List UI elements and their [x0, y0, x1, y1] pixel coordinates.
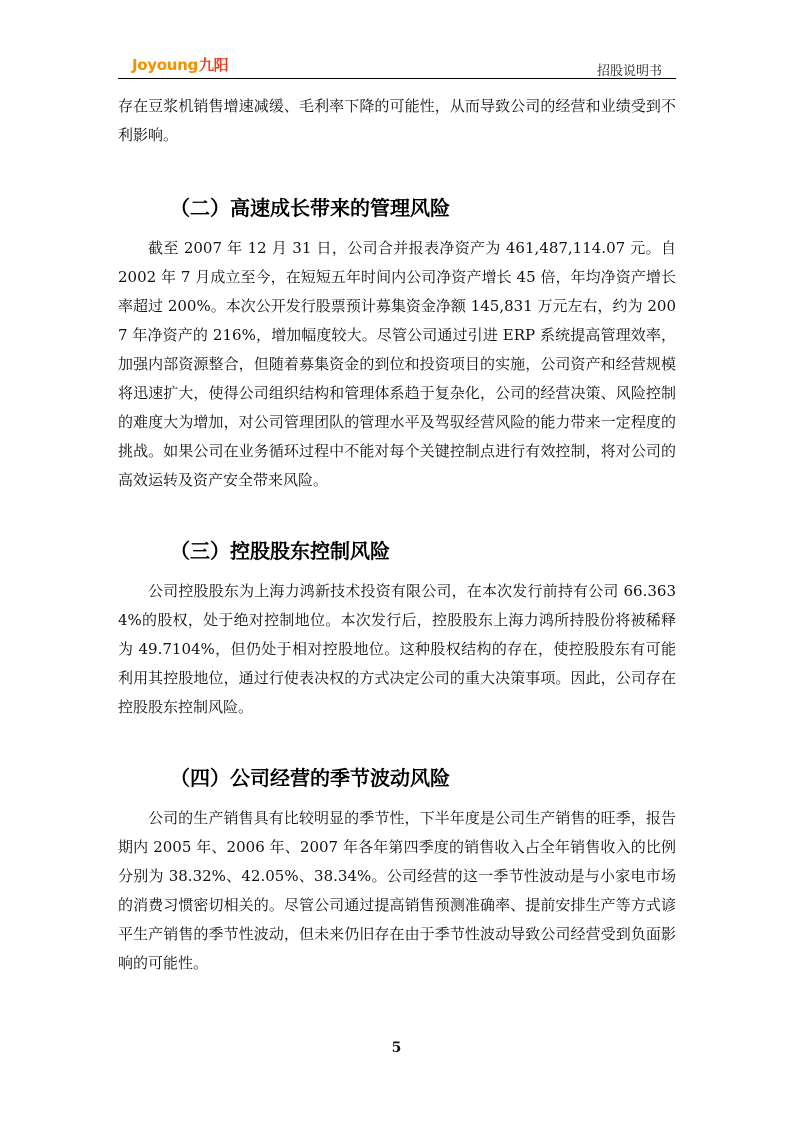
section-title-seasonal-risk: （四）公司经营的季节波动风险	[170, 766, 450, 790]
page-number: 5	[391, 1040, 402, 1056]
intro-paragraph: 存在豆浆机销售增速减缓、毛利率下降的可能性，从而导致公司的经营和业绩受到不利影响。	[118, 97, 676, 144]
section-body-controlling-shareholder-risk: 公司控股股东为上海力鸿新技术投资有限公司，在本次发行前持有公司 66.3634%的股权，处于绝对控制地位。本次发行后，控股股东上海力鸿所持股份将被稀释为 49.7104%，但仍处于相对控股地位。这种股权结构的存在，使控股股东有可能利用其控股地位，通过行使表决权的方式决定公司的重大决策事项。因此，公司存在控股股东控制风险。	[118, 582, 676, 716]
logo-cn-text: 九阳	[198, 56, 229, 74]
document-title: 招股说明书	[596, 64, 662, 79]
joyoung-logo	[132, 54, 228, 75]
header-divider	[118, 78, 676, 79]
section-body-seasonal-risk: 公司的生产销售具有比较明显的季节性，下半年度是公司生产销售的旺季，报告期内 2005 年、2006 年、2007 年各年第四季度的销售收入占全年销售收入的比例分别为 38.32%、42.05%、38.34%。公司经营的这一季节性波动是与小家电市场的消费习惯密切相关的。尽管公司通过提高销售预测准确率、提前安排生产等方式谚平生产销售的季节性波动，但未来仍旧存在由于季节性波动导致公司经营受到负面影响的可能性。	[118, 809, 676, 972]
page-content	[118, 92, 676, 978]
section-title-management-risk: （二）高速成长带来的管理风险	[170, 196, 450, 220]
logo-brand-text: Joyoung	[132, 56, 198, 74]
page-header	[118, 50, 676, 80]
section-title-controlling-shareholder-risk: （三）控股股东控制风险	[170, 539, 390, 563]
section-body-management-risk: 截至 2007 年 12 月 31 日，公司合并报表净资产为 461,487,114.07 元。自 2002 年 7 月成立至今，在短短五年时间内公司净资产增长 45 倍，年均净资产增长率超过 200%。本次公开发行股票预计募集资金净额 145,831 万元左右，约为 2007 年净资产的 216%，增加幅度较大。尽管公司通过引进 ERP 系统提高管理效率，加强内部资源整合，但随着募集资金的到位和投资项目的实施，公司资产和经营规模将迅速扩大，使得公司组织结构和管理体系趋于复杂化，公司的经营决策、风险控制的难度大为增加，对公司管理团队的管理水平及驾驭经营风险的能力带来一定程度的挑战。如果公司在业务循环过程中不能对每个关键控制点进行有效控制，将对公司的高效运转及资产安全带来风险。	[118, 239, 676, 489]
